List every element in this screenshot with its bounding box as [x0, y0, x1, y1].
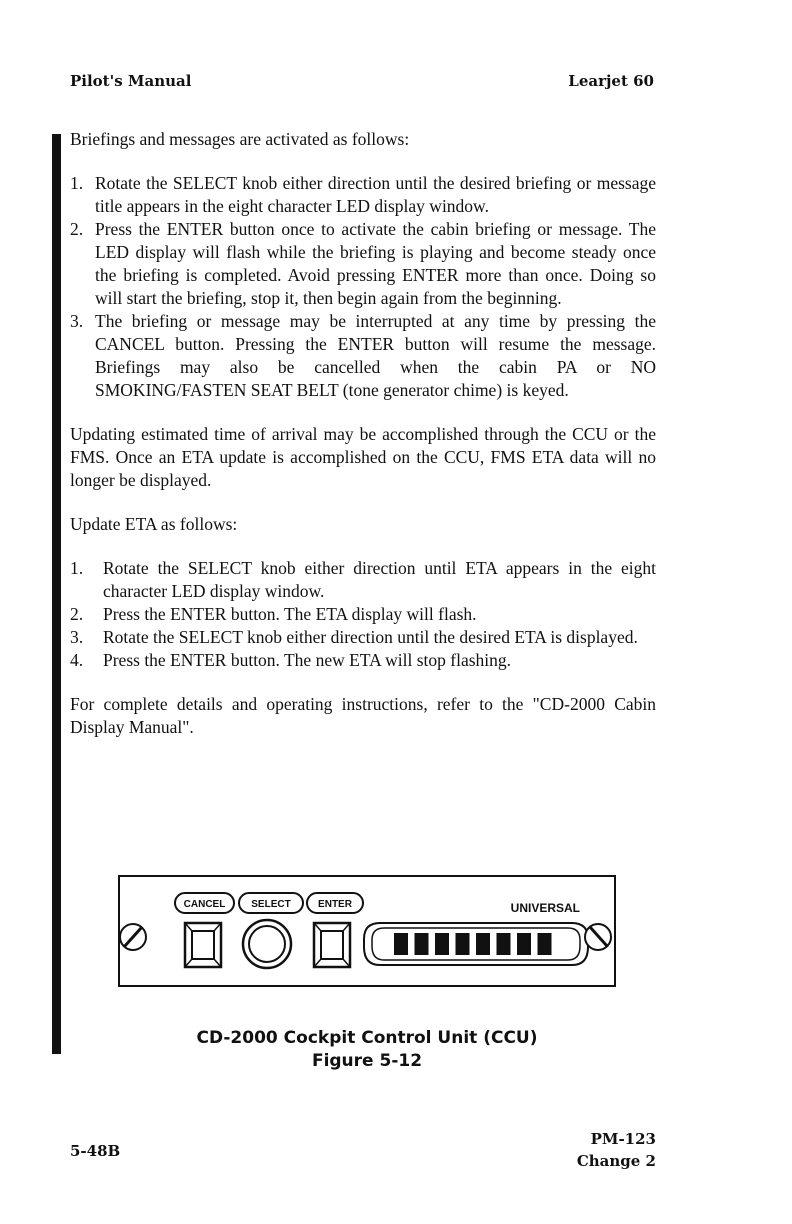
enter-button-label: ENTER — [318, 899, 352, 910]
led-segment — [394, 933, 408, 955]
list-number: 4. — [70, 650, 84, 670]
list-item — [70, 218, 656, 310]
list-number: 2. — [70, 219, 84, 239]
cancel-button — [185, 923, 221, 967]
body-text — [70, 128, 656, 760]
led-segment — [456, 933, 470, 955]
list-item-text: Press the ENTER button once to activate the cabin briefing or message. The LED display will flash while the briefing is playing and become steady once the briefing is completed. Avoid pressing ENTER more than once. Doing so will start the briefing, stop it, then begin again from the beginning. — [95, 219, 656, 308]
led-display-window — [364, 923, 588, 965]
list-item-text: The briefing or message may be interrupted at any time by pressing the CANCEL button. Pressing the ENTER button will resume the message. Briefings may also be cancelled when the cabin PA or NO SMOKING/FASTEN SEAT BELT (tone generator chime) is keyed. — [95, 311, 656, 400]
led-segment — [415, 933, 429, 955]
list-item-text: Rotate the SELECT knob either direction until ETA appears in the eight character LED display window. — [103, 558, 656, 601]
cancel-button-label: CANCEL — [183, 899, 226, 910]
list-item — [70, 557, 656, 603]
figure-caption — [120, 1027, 614, 1073]
list-number: 3. — [70, 627, 84, 647]
list-item — [70, 172, 656, 218]
enter-button — [314, 923, 350, 967]
left-screw-icon — [120, 924, 146, 950]
list-item — [70, 649, 656, 672]
list-item-text: Press the ENTER button. The ETA display will flash. — [103, 604, 477, 624]
select-button-label: SELECT — [251, 899, 291, 910]
brand-label: UNIVERSAL — [510, 901, 580, 915]
reference-paragraph: For complete details and operating instructions, refer to the "CD-2000 Cabin Display Manual". — [70, 694, 656, 737]
list-item-text: Press the ENTER button. The new ETA will stop flashing. — [103, 650, 512, 670]
eta-paragraph: Updating estimated time of arrival may be accomplished through the CCU or the FMS. Once an ETA update is accomplished on the CCU, FMS ETA data will no longer be displayed. — [70, 424, 656, 490]
select-knob — [243, 920, 291, 968]
list-number: 3. — [70, 311, 84, 331]
list-item — [70, 310, 656, 402]
document-number: PM-123 — [590, 1130, 656, 1148]
running-header-right: Learjet 60 — [568, 72, 654, 90]
page-number: 5-48B — [70, 1142, 121, 1160]
list-number: 2. — [70, 604, 84, 624]
led-segment — [435, 933, 449, 955]
running-header-left: Pilot's Manual — [70, 72, 192, 90]
right-screw-icon — [585, 924, 611, 950]
briefings-intro: Briefings and messages are activated as follows: — [70, 129, 410, 149]
caption-figure-number: Figure 5-12 — [311, 1051, 423, 1071]
list-item-text: Rotate the SELECT knob either direction until the desired briefing or message title appears in the eight character LED display window. — [95, 173, 656, 216]
led-segment — [517, 933, 531, 955]
eta-steps-list — [70, 557, 656, 672]
list-number: 1. — [70, 173, 84, 193]
ccu-figure — [118, 875, 616, 987]
led-segment — [476, 933, 490, 955]
list-item — [70, 626, 656, 649]
caption-title: CD-2000 Cockpit Control Unit (CCU) — [196, 1028, 538, 1048]
footer-right — [577, 1128, 656, 1172]
eta-intro: Update ETA as follows: — [70, 514, 238, 534]
list-item-text: Rotate the SELECT knob either direction until the desired ETA is displayed. — [103, 627, 638, 647]
revision-change-bar — [52, 134, 61, 1054]
led-segment — [538, 933, 552, 955]
list-item — [70, 603, 656, 626]
list-number: 1. — [70, 558, 84, 578]
briefings-steps-list — [70, 172, 656, 402]
change-number: Change 2 — [576, 1152, 656, 1170]
led-segment — [497, 933, 511, 955]
